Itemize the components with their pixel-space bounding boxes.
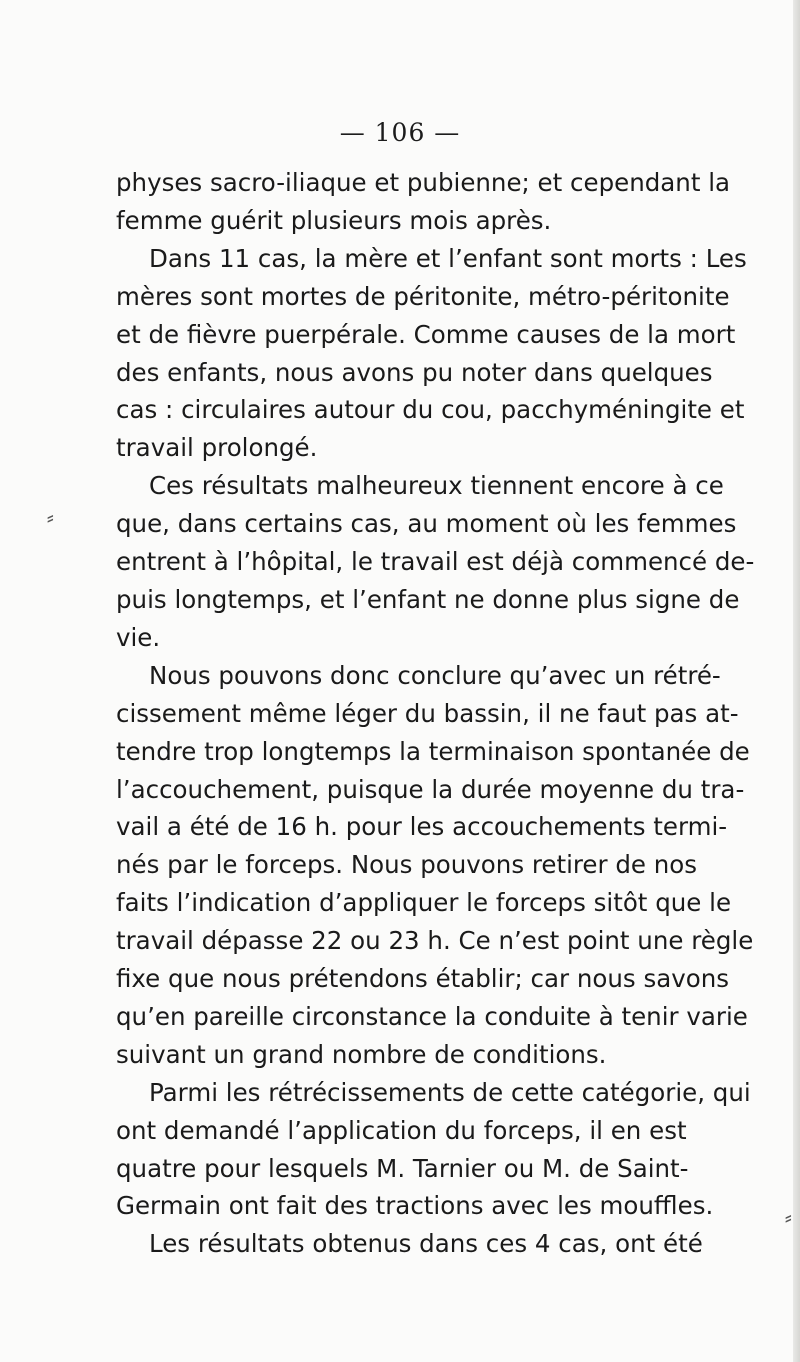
text-line: cas : circulaires autour du cou, pacchyméningite et [116, 395, 745, 425]
body-text [116, 164, 788, 1263]
margin-mark: ⸗ [785, 1205, 792, 1229]
text-line: Germain ont fait des tractions avec les mouffles. [116, 1191, 714, 1221]
text-line: Dans 11 cas, la mère et l’enfant sont morts : Les [149, 243, 747, 273]
text-line: quatre pour lesquels M. Tarnier ou M. de Saint- [116, 1153, 689, 1183]
text-line: nés par le forceps. Nous pouvons retirer de nos [116, 850, 698, 880]
text-line: femme guérit plusieurs mois après. [116, 205, 552, 235]
text-line: ont demandé l’application du forceps, il en est [116, 1115, 687, 1145]
text-line: travail dépasse 22 ou 23 h. Ce n’est point une règle [116, 926, 754, 956]
text-line: que, dans certains cas, au moment où les femmes [116, 509, 737, 539]
text-line: l’accouchement, puisque la durée moyenne du tra- [116, 774, 745, 804]
text-line: cissement même léger du bassin, il ne faut pas at- [116, 698, 739, 728]
text-line: et de fièvre puerpérale. Comme causes de la mort [116, 319, 736, 349]
text-line: travail prolongé. [116, 433, 318, 463]
text-line: faits l’indication d’appliquer le forceps sitôt que le [116, 888, 732, 918]
page-edge [793, 0, 800, 1362]
text-line: des enfants, nous avons pu noter dans quelques [116, 357, 713, 387]
text-line: fixe que nous prétendons établir; car nous savons [116, 964, 730, 994]
text-line: suivant un grand nombre de conditions. [116, 1039, 607, 1069]
text-line: tendre trop longtemps la terminaison spontanée de [116, 736, 750, 766]
margin-mark: ⸗ [47, 505, 54, 529]
text-line: qu’en pareille circonstance la conduite à tenir varie [116, 1001, 748, 1031]
text-line: vail a été de 16 h. pour les accouchements termi- [116, 812, 728, 842]
text-line: Parmi les rétrécissements de cette catégorie, qui [149, 1077, 751, 1107]
text-line: puis longtemps, et l’enfant ne donne plus signe de [116, 584, 740, 614]
text-line: Les résultats obtenus dans ces 4 cas, ont été [149, 1229, 703, 1259]
text-line: physes sacro-iliaque et pubienne; et cependant la [116, 168, 731, 197]
text-line: mères sont mortes de péritonite, métro-péritonite [116, 281, 730, 311]
text-line: Nous pouvons donc conclure qu’avec un rétré- [149, 660, 721, 690]
text-line: entrent à l’hôpital, le travail est déjà commencé de- [116, 547, 755, 577]
text-line: Ces résultats malheureux tiennent encore à ce [149, 471, 724, 501]
page-number: — 106 — [339, 118, 461, 147]
text-line: vie. [116, 622, 161, 652]
